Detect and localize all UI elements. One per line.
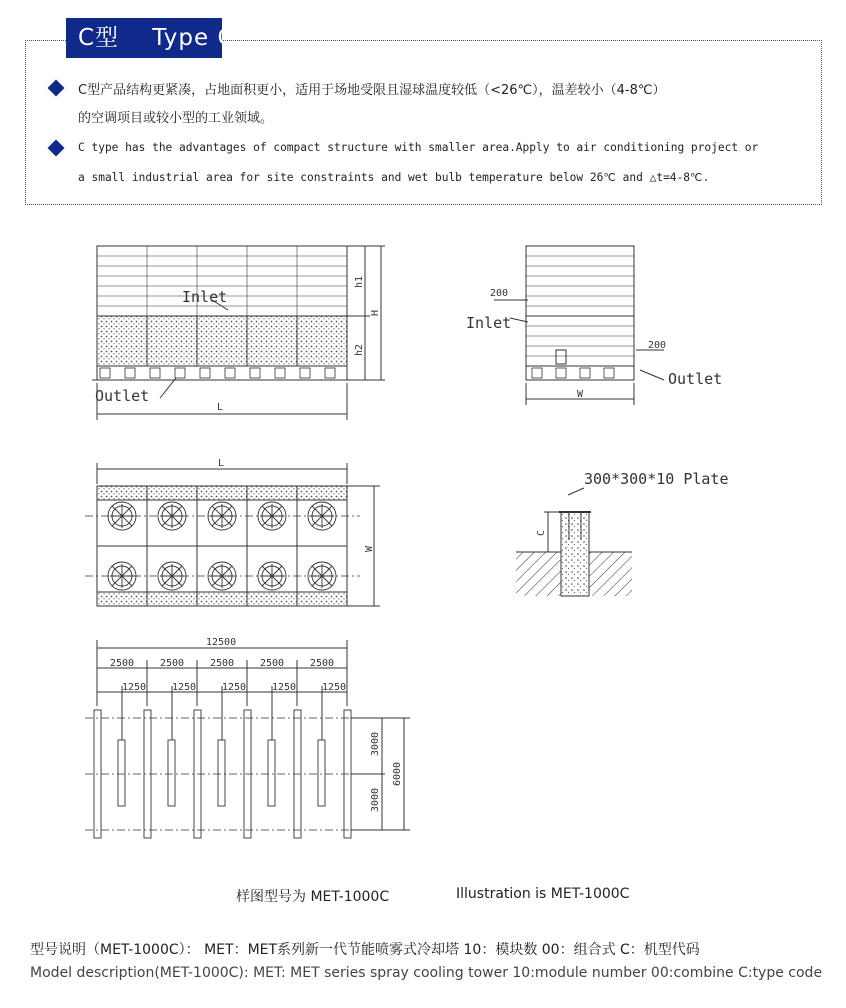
intro-en-line1: C type has the advantages of compact structure with smaller area.Apply to air conditioning project or bbox=[78, 141, 759, 154]
outlet-label-side: Outlet bbox=[668, 370, 723, 388]
dim-module-4: 2500 bbox=[260, 658, 285, 669]
dim-half-3: 1250 bbox=[222, 682, 247, 693]
dim-w-side: W bbox=[577, 389, 584, 400]
dim-half-2: 1250 bbox=[172, 682, 197, 693]
section-title: C型 Type C bbox=[66, 18, 222, 58]
dim-module-5: 2500 bbox=[310, 658, 335, 669]
model-description-cn: 型号说明（MET-1000C）： MET：MET系列新一代节能喷雾式冷却塔 10：模块数 00：组合式 C：机型代码 bbox=[30, 942, 700, 958]
dim-half-width-2: 3000 bbox=[370, 787, 381, 812]
dim-half-5: 1250 bbox=[322, 682, 347, 693]
dim-200-bottom: 200 bbox=[648, 340, 667, 351]
plan-view bbox=[85, 463, 380, 606]
model-description-en: Model description(MET-1000C): MET: MET series spray cooling tower 10:module number 00:combine C:type code bbox=[30, 965, 823, 981]
dim-w-plan: W bbox=[364, 545, 375, 552]
dim-h2: h2 bbox=[354, 343, 365, 356]
foundation-detail bbox=[516, 488, 632, 596]
dim-l-plan: L bbox=[218, 458, 225, 469]
dim-half-1: 1250 bbox=[122, 682, 147, 693]
dim-c: C bbox=[536, 529, 547, 536]
side-elevation bbox=[494, 246, 667, 405]
dim-l-front: L bbox=[217, 402, 224, 413]
caption-cn: 样图型号为 MET-1000C bbox=[236, 889, 390, 905]
caption-en: Illustration is MET-1000C bbox=[456, 886, 630, 902]
dim-module-3: 2500 bbox=[210, 658, 235, 669]
foundation-layout bbox=[85, 640, 410, 838]
dim-total-length: 12500 bbox=[206, 637, 237, 648]
intro-cn-line1: C型产品结构更紧凑，占地面积更小，适用于场地受限且湿球温度较低（<26℃），温差较小（4-8℃） bbox=[78, 83, 666, 98]
dim-module-1: 2500 bbox=[110, 658, 135, 669]
inlet-label-front: Inlet bbox=[182, 288, 228, 306]
dim-half-4: 1250 bbox=[272, 682, 297, 693]
dim-total-width: 6000 bbox=[392, 761, 403, 786]
dim-half-width-1: 3000 bbox=[370, 731, 381, 756]
dim-module-2: 2500 bbox=[160, 658, 185, 669]
dim-h: H bbox=[370, 309, 381, 316]
inlet-label-side: Inlet bbox=[466, 314, 512, 332]
outlet-label-front: Outlet bbox=[95, 387, 150, 405]
intro-en-line2: a small industrial area for site constraints and wet bulb temperature below 26℃ and △t=4-8℃. bbox=[78, 171, 710, 184]
plate-label: 300*300*10 Plate bbox=[584, 470, 729, 488]
dim-200-top: 200 bbox=[490, 288, 509, 299]
dim-h1: h1 bbox=[354, 275, 365, 288]
intro-cn-line2: 的空调项目或较小型的工业领域。 bbox=[78, 111, 274, 126]
